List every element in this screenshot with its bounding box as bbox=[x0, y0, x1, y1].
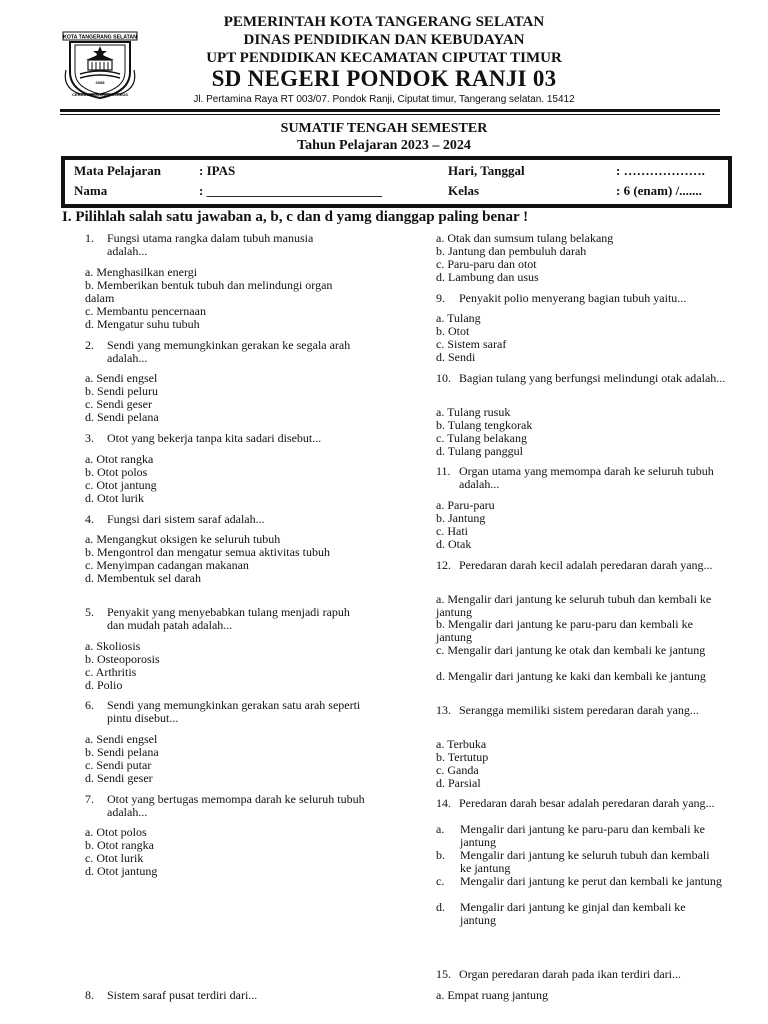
question-text: Peredaran darah kecil adalah peredaran darah yang... bbox=[459, 558, 713, 572]
header-line-1: PEMERINTAH KOTA TANGERANG SELATAN bbox=[223, 14, 545, 30]
option-a[interactable]: a. Otot rangka bbox=[85, 452, 154, 466]
option-b[interactable]: b. Mengontrol dan mengatur semua aktivitas tubuh bbox=[85, 545, 330, 559]
header-line-2: DINAS PENDIDIKAN DAN KEBUDAYAN bbox=[243, 32, 525, 48]
exam-title: SUMATIF TENGAH SEMESTER bbox=[280, 121, 488, 136]
question-number: 10. bbox=[436, 371, 451, 385]
option-c[interactable]: c. Otot lurik bbox=[85, 851, 144, 865]
option-d[interactable]: d. Otot jantung bbox=[85, 864, 158, 878]
question-text: Peredaran darah besar adalah peredaran darah yang... bbox=[459, 796, 715, 810]
option-c[interactable]: c. Mengalir dari jantung ke otak dan kembali ke jantung bbox=[436, 643, 706, 657]
option-c[interactable]: c. Paru-paru dan otot bbox=[436, 257, 537, 271]
logo-year: 2008 bbox=[95, 80, 105, 85]
class-label: Kelas bbox=[448, 183, 480, 198]
option-b[interactable]: b. Osteoporosis bbox=[85, 652, 160, 666]
question-text: Bagian tulang yang berfungsi melindungi otak adalah... bbox=[459, 371, 726, 385]
option-letter: b. bbox=[436, 848, 445, 862]
question-text: Sendi yang memungkinkan gerakan ke segala arah adalah... bbox=[107, 338, 351, 365]
option-c[interactable]: c. Sendi geser bbox=[85, 397, 152, 411]
option-d[interactable]: d. Otak bbox=[436, 537, 472, 551]
option-c[interactable]: c. Ganda bbox=[436, 763, 479, 777]
option-b[interactable]: b. Jantung dan pembuluh darah bbox=[436, 244, 587, 258]
question-number: 6. bbox=[85, 698, 94, 712]
option-c[interactable]: c. Tulang belakang bbox=[436, 431, 527, 445]
option-b[interactable]: b. Tulang tengkorak bbox=[436, 418, 533, 432]
question-text: Sistem saraf pusat terdiri dari... bbox=[107, 988, 258, 1002]
section-instruction: I. Pilihlah salah satu jawaban a, b, c dan d yamg dianggap paling benar ! bbox=[62, 209, 529, 225]
date-value: : ………………. bbox=[616, 163, 705, 178]
question-text: Fungsi utama rangka dalam tubuh manusia adalah... bbox=[107, 231, 314, 258]
option-b[interactable]: b. Sendi pelana bbox=[85, 745, 159, 759]
option-b[interactable]: b. Mengalir dari jantung ke paru-paru dan kembali ke jantung bbox=[436, 617, 693, 644]
question-number: 15. bbox=[436, 967, 451, 981]
option-a[interactable]: a. Sendi engsel bbox=[85, 371, 158, 385]
option-d[interactable]: d. Mengalir dari jantung ke kaki dan kembali ke jantung bbox=[436, 669, 706, 683]
option-text: Mengalir dari jantung ke paru-paru dan kembali ke jantung bbox=[460, 822, 705, 849]
option-d[interactable] bbox=[436, 901, 728, 927]
question-number: 9. bbox=[436, 291, 445, 305]
option-a[interactable]: a. Empat ruang jantung bbox=[436, 988, 548, 1002]
option-d[interactable]: d. Polio bbox=[85, 678, 123, 692]
question-text: Organ peredaran darah pada ikan terdiri dari... bbox=[459, 967, 682, 981]
exam-year: Tahun Pelajaran 2023 – 2024 bbox=[297, 138, 471, 153]
option-c[interactable]: c. Sistem saraf bbox=[436, 337, 507, 351]
option-b[interactable]: b. Jantung bbox=[436, 511, 486, 525]
question-number: 1. bbox=[85, 231, 94, 245]
question-number: 4. bbox=[85, 512, 94, 526]
option-b[interactable]: b. Otot rangka bbox=[85, 838, 154, 852]
option-d[interactable]: d. Parsial bbox=[436, 776, 481, 790]
option-a[interactable]: a. Tulang bbox=[436, 311, 481, 325]
option-c[interactable]: c. Hati bbox=[436, 524, 468, 538]
option-d[interactable]: d. Mengatur suhu tubuh bbox=[85, 317, 200, 331]
question-text: Penyakit yang menyebabkan tulang menjadi rapuh dan mudah patah adalah... bbox=[107, 605, 350, 632]
question-number: 12. bbox=[436, 558, 451, 572]
option-c[interactable]: c. Menyimpan cadangan makanan bbox=[85, 558, 249, 572]
question-text: Serangga memiliki sistem peredaran darah yang... bbox=[459, 703, 699, 717]
option-a[interactable]: a. Mengangkut oksigen ke seluruh tubuh bbox=[85, 532, 281, 546]
question-text: Fungsi dari sistem saraf adalah... bbox=[107, 512, 265, 526]
option-d[interactable]: d. Membentuk sel darah bbox=[85, 571, 201, 585]
option-a[interactable]: a. Otot polos bbox=[85, 825, 147, 839]
option-b[interactable]: b. Tertutup bbox=[436, 750, 489, 764]
question-number: 3. bbox=[85, 431, 94, 445]
option-letter: a. bbox=[436, 822, 445, 836]
option-a[interactable]: a. Menghasilkan energi bbox=[85, 265, 198, 279]
option-c[interactable]: c. Otot jantung bbox=[85, 478, 157, 492]
subject-label: Mata Pelajaran bbox=[74, 163, 162, 178]
question-text: Organ utama yang memompa darah ke seluruh tubuh adalah... bbox=[459, 464, 714, 491]
option-d[interactable]: d. Sendi bbox=[436, 350, 476, 364]
question-text: Penyakit polio menyerang bagian tubuh yaitu... bbox=[459, 291, 687, 305]
question-number: 14. bbox=[436, 796, 451, 810]
question-number: 8. bbox=[85, 988, 94, 1002]
question-number: 13. bbox=[436, 703, 451, 717]
header-line-3: UPT PENDIDIKAN KECAMATAN CIPUTAT TIMUR bbox=[206, 50, 562, 66]
option-text: Mengalir dari jantung ke ginjal dan kembali ke jantung bbox=[460, 900, 686, 927]
question-number: 11. bbox=[436, 464, 451, 478]
option-c[interactable]: c. Arthritis bbox=[85, 665, 137, 679]
letterhead bbox=[0, 0, 768, 118]
option-b[interactable]: b. Otot bbox=[436, 324, 470, 338]
option-text: Mengalir dari jantung ke seluruh tubuh dan kembali ke jantung bbox=[460, 848, 710, 875]
option-a[interactable]: a. Terbuka bbox=[436, 737, 487, 751]
option-d[interactable]: d. Otot lurik bbox=[85, 491, 144, 505]
option-a[interactable]: a. Skoliosis bbox=[85, 639, 141, 653]
option-d[interactable]: d. Tulang panggul bbox=[436, 444, 524, 458]
subject-value: : IPAS bbox=[199, 163, 236, 178]
question-number: 5. bbox=[85, 605, 94, 619]
header-divider-thin bbox=[60, 114, 720, 115]
option-letter: c. bbox=[436, 874, 445, 888]
option-d[interactable]: d. Sendi pelana bbox=[85, 410, 159, 424]
logo-top-text: KOTA TANGERANG SELATAN bbox=[63, 34, 137, 41]
school-name: SD NEGERI PONDOK RANJI 03 bbox=[211, 66, 557, 91]
class-value: : 6 (enam) /....... bbox=[616, 183, 702, 198]
option-text: Mengalir dari jantung ke perut dan kembali ke jantung bbox=[460, 874, 722, 888]
question-text: Sendi yang memungkinkan gerakan satu arah seperti pintu disebut... bbox=[107, 698, 361, 725]
option-d[interactable]: d. Sendi geser bbox=[85, 771, 153, 785]
question-number: 7. bbox=[85, 792, 94, 806]
header-divider-thick bbox=[60, 109, 720, 112]
question-number: 2. bbox=[85, 338, 94, 352]
name-label: Nama bbox=[74, 183, 108, 198]
option-c[interactable]: c. Membantu pencernaan bbox=[85, 304, 206, 318]
option-b[interactable]: b. Sendi peluru bbox=[85, 384, 158, 398]
option-a[interactable]: a. Otak dan sumsum tulang belakang bbox=[436, 231, 614, 245]
school-address: Jl. Pertamina Raya RT 003/07. Pondok Ranji, Ciputat timur, Tangerang selatan. 15412 bbox=[193, 94, 575, 105]
option-c[interactable]: c. Sendi putar bbox=[85, 758, 152, 772]
date-label: Hari, Tanggal bbox=[448, 163, 525, 178]
option-b[interactable]: b. Memberikan bentuk tubuh dan melindungi organ dalam bbox=[85, 278, 333, 305]
option-a[interactable]: a. Sendi engsel bbox=[85, 732, 158, 746]
option-a[interactable] bbox=[436, 823, 728, 849]
option-c[interactable] bbox=[436, 875, 728, 901]
name-field[interactable]: : ___________________________ bbox=[199, 183, 383, 198]
option-a[interactable]: a. Paru-paru bbox=[436, 498, 495, 512]
option-a[interactable]: a. Tulang rusuk bbox=[436, 405, 511, 419]
option-b[interactable] bbox=[436, 849, 728, 875]
student-info-box bbox=[61, 156, 732, 208]
question-text: Otot yang bekerja tanpa kita sadari disebut... bbox=[107, 431, 322, 445]
question-text: Otot yang bertugas memompa darah ke seluruh tubuh adalah... bbox=[107, 792, 365, 819]
option-a[interactable]: a. Mengalir dari jantung ke seluruh tubuh dan kembali ke jantung bbox=[436, 592, 712, 619]
option-b[interactable]: b. Otot polos bbox=[85, 465, 148, 479]
logo-motto: CERDAS MODERN RELIGIUS bbox=[72, 92, 128, 97]
option-letter: d. bbox=[436, 900, 445, 914]
option-d[interactable]: d. Lambung dan usus bbox=[436, 270, 539, 284]
